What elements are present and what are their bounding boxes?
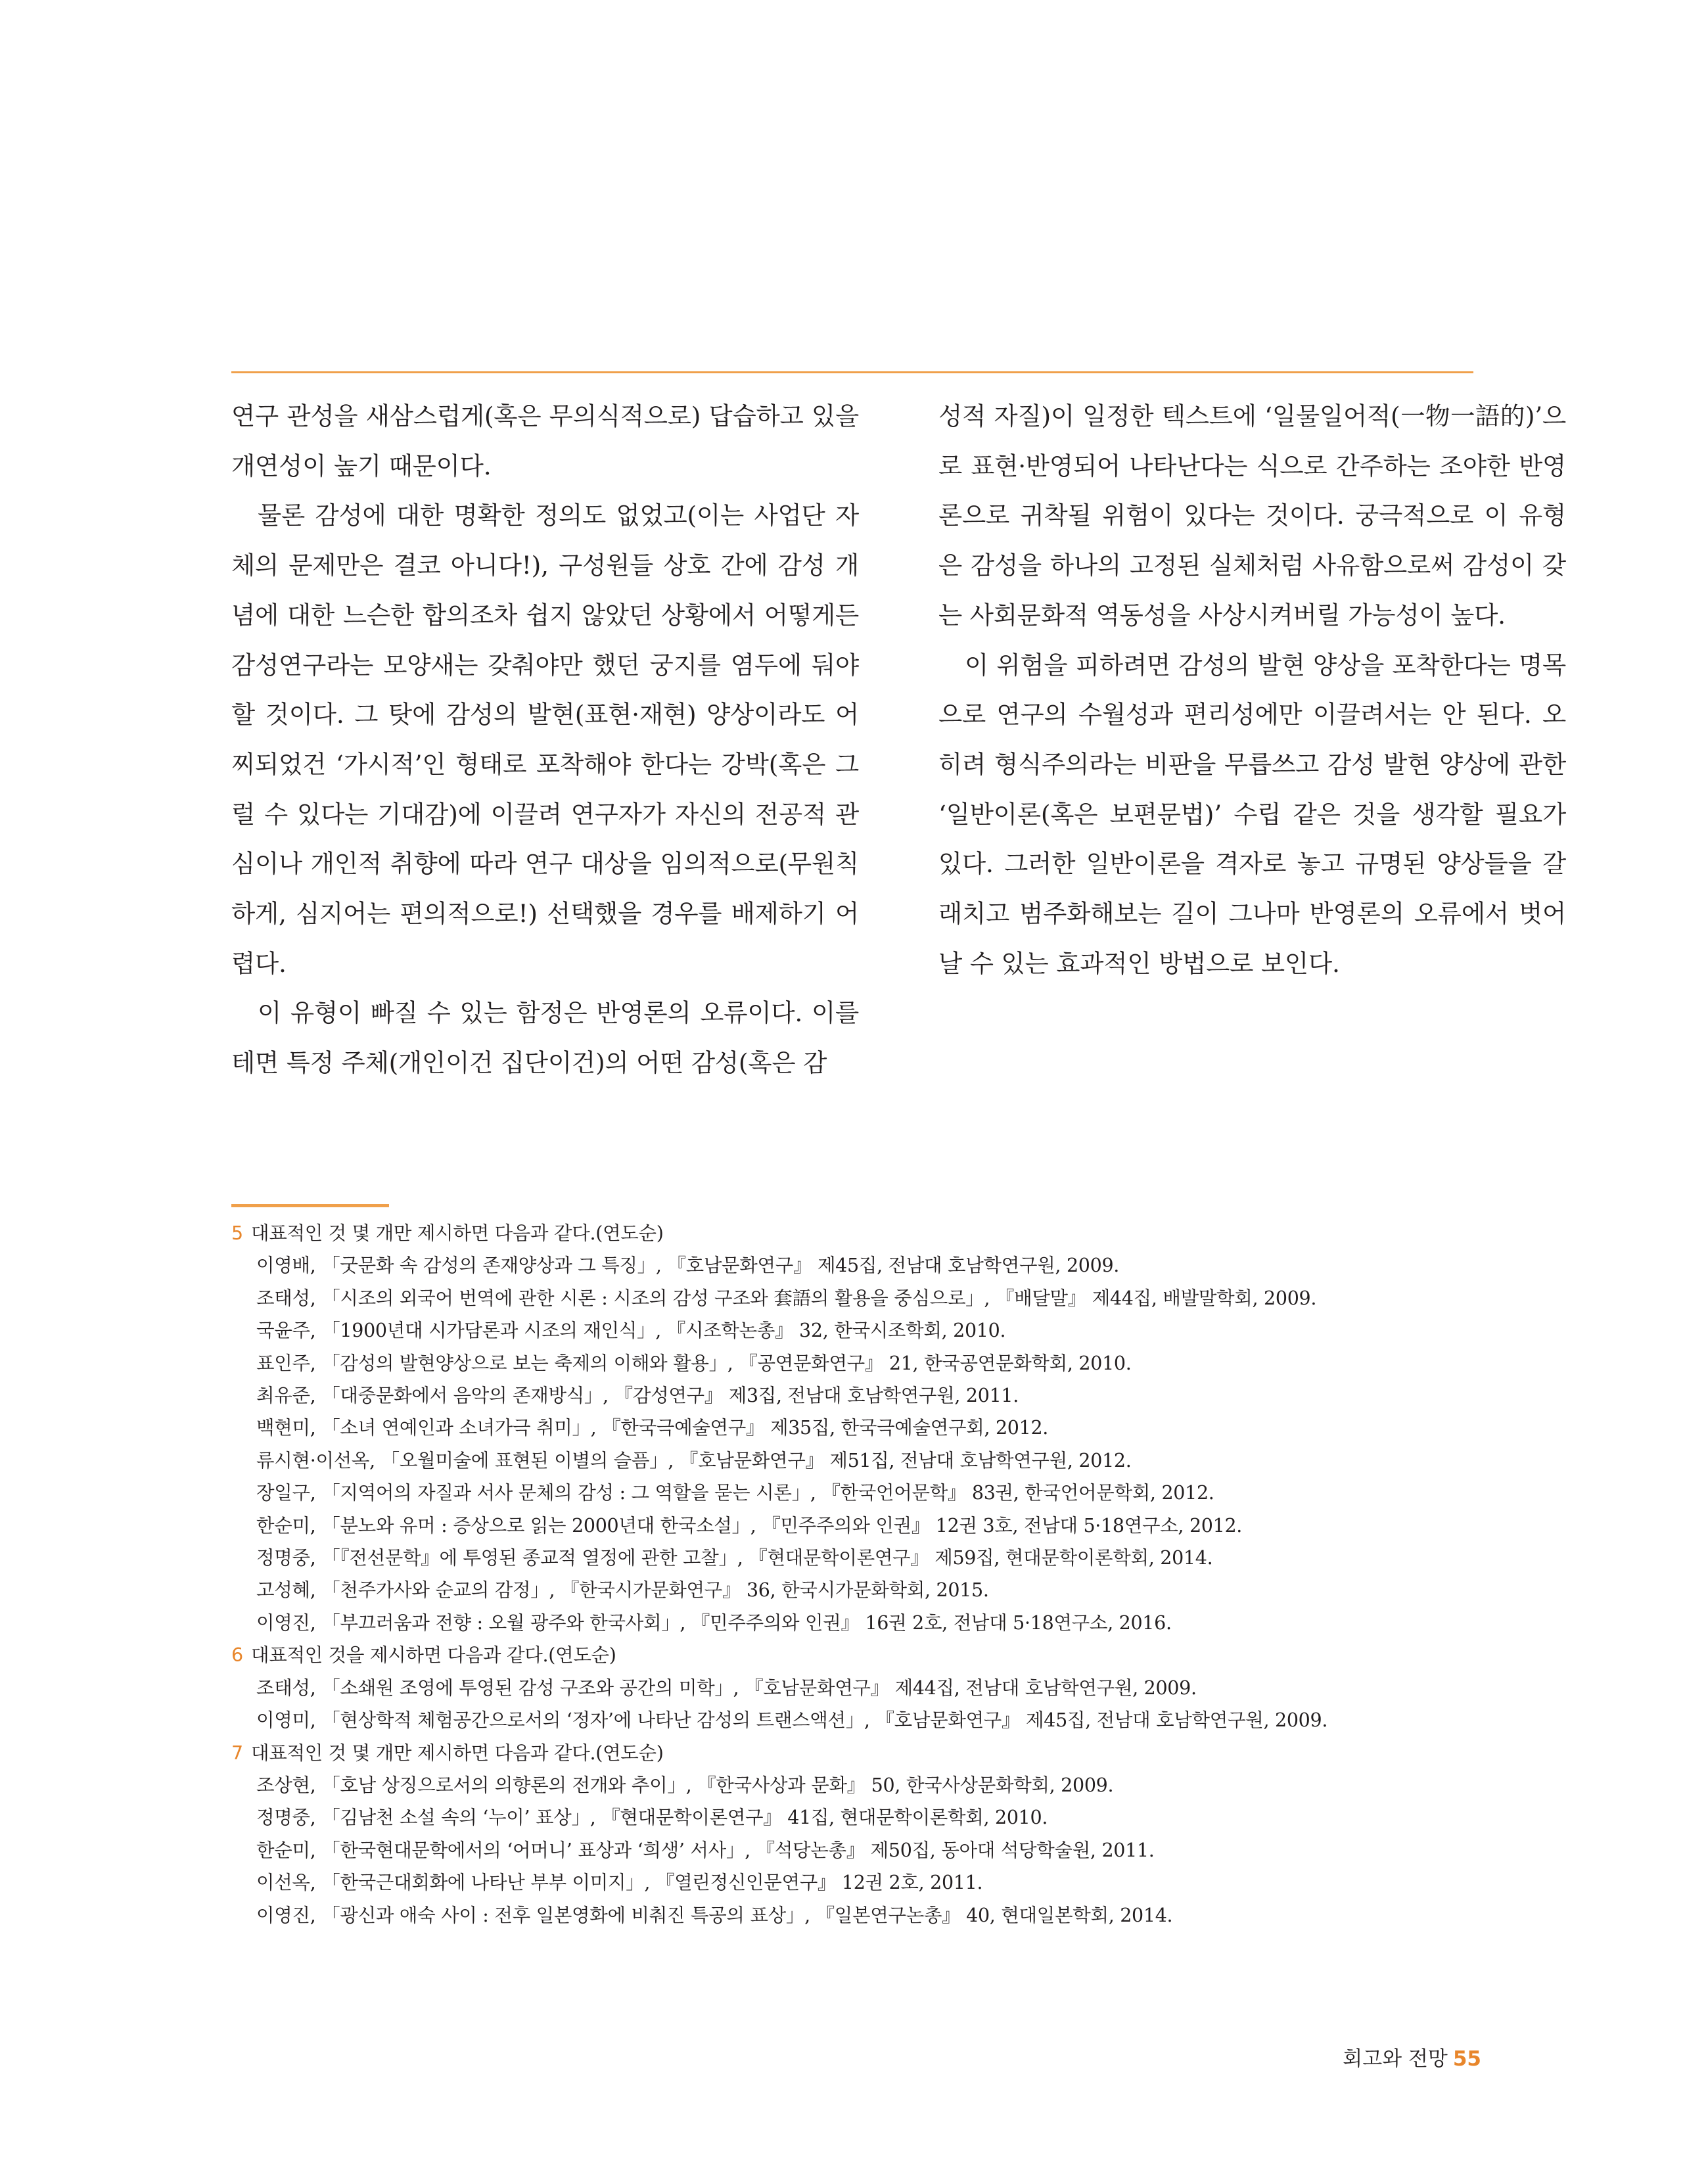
footnote-heading-text: 대표적인 것 몇 개만 제시하면 다음과 같다.(연도순) <box>251 1222 664 1244</box>
footnote-7 <box>231 1737 1480 1931</box>
page-number: 55 <box>1452 2047 1481 2071</box>
footnote-heading <box>231 1737 1480 1769</box>
paragraph: 연구 관성을 새삼스럽게(혹은 무의식적으로) 답습하고 있을 개연성이 높기 때문이다. <box>231 402 859 480</box>
reference-item: 국윤주, 「1900년대 시가담론과 시조의 재인식」, 『시조학논총』 32, 한국시조학회, 2010. <box>256 1320 1006 1342</box>
footnote-divider <box>231 1204 389 1207</box>
reference-item: 류시현·이선옥, 「오월미술에 표현된 이별의 슬픔」, 『호남문화연구』 제51집, 전남대 호남학연구원, 2012. <box>256 1449 1132 1471</box>
reference-item: 조상현, 「호남 상징으로서의 의향론의 전개와 추이」, 『한국사상과 문화』 50, 한국사상문화학회, 2009. <box>256 1774 1114 1796</box>
reference-item: 정명중, 「『전선문학』에 투영된 종교적 열정에 관한 고찰」, 『현대문학이론연구』 제59집, 현대문학이론학회, 2014. <box>256 1547 1213 1569</box>
footnotes <box>231 1217 1480 1931</box>
reference-item: 이영진, 「광신과 애숙 사이 : 전후 일본영화에 비춰진 특공의 표상」, 『일본연구논총』 40, 현대일본학회, 2014. <box>256 1904 1173 1926</box>
reference-item: 조태성, 「소쇄원 조영에 투영된 감성 구조와 공간의 미학」, 『호남문화연구』 제44집, 전남대 호남학연구원, 2009. <box>256 1677 1197 1699</box>
reference-item: 최유준, 「대중문화에서 음악의 존재방식」, 『감성연구』 제3집, 전남대 호남학연구원, 2011. <box>256 1385 1019 1407</box>
reference-item: 표인주, 「감성의 발현양상으로 보는 축제의 이해와 활용」, 『공연문화연구』 21, 한국공연문화학회, 2010. <box>256 1352 1132 1374</box>
reference-item: 이영배, 「굿문화 속 감성의 존재양상과 그 특징」, 『호남문화연구』 제45집, 전남대 호남학연구원, 2009. <box>256 1255 1120 1277</box>
paragraph: 물론 감성에 대한 명확한 정의도 없었고(이는 사업단 자체의 문제만은 결코 아니다!), 구성원들 상호 간에 감성 개념에 대한 느슨한 합의조차 쉽지 않았던 상황에서 어떻게든 감성연구라는 모양새는 갖춰야만 했던 궁지를 염두에 둬야 할 것이다. 그 탓에 감성의 발현(표현·재현) 양상이라도 어찌되었건 ‘가시적’인 형태로 포착해야 한다는 강박(혹은 그럴 수 있다는 기대감)에 이끌려 연구자가 자신의 전공적 관심이나 개인적 취향에 따라 연구 대상을 임의적으로(무원칙하게, 심지어는 편의적으로!) 선택했을 경우를 배제하기 어렵다. <box>231 501 859 978</box>
reference-item: 이영미, 「현상학적 체험공간으로서의 ‘정자’에 나타난 감성의 트랜스액션」, 『호남문화연구』 제45집, 전남대 호남학연구원, 2009. <box>256 1709 1328 1732</box>
footnote-5 <box>231 1217 1480 1639</box>
reference-item: 이영진, 「부끄러움과 전향 : 오월 광주와 한국사회」, 『민주주의와 인권』 16권 2호, 전남대 5·18연구소, 2016. <box>256 1611 1172 1634</box>
footnote-heading-text: 대표적인 것 몇 개만 제시하면 다음과 같다.(연도순) <box>251 1742 664 1764</box>
paragraph: 성적 자질)이 일정한 텍스트에 ‘일물일어적(一物一語的)’으로 표현·반영되어 나타난다는 식으로 간주하는 조야한 반영론으로 귀착될 위험이 있다는 것이다. 궁극적으로 이 유형은 감성을 하나의 고정된 실체처럼 사유함으로써 감성이 갖는 사회문화적 역동성을 사상시켜버릴 가능성이 높다. <box>938 402 1566 630</box>
footnote-6 <box>231 1639 1480 1736</box>
footnote-number: 7 <box>231 1742 243 1764</box>
reference-item: 장일구, 「지역어의 자질과 서사 문체의 감성 : 그 역할을 묻는 시론」, 『한국언어문학』 83권, 한국언어문학회, 2012. <box>256 1482 1214 1504</box>
body-column-left <box>231 392 859 1088</box>
footnote-heading <box>231 1639 1480 1671</box>
reference-item: 백현미, 「소녀 연예인과 소녀가극 취미」, 『한국극예술연구』 제35집, 한국극예술연구회, 2012. <box>256 1417 1049 1439</box>
footnote-heading-text: 대표적인 것을 제시하면 다음과 같다.(연도순) <box>251 1644 616 1667</box>
footnote-number: 6 <box>231 1644 243 1667</box>
body-column-right <box>938 392 1566 988</box>
footnote-number: 5 <box>231 1222 243 1244</box>
section-title: 회고와 전망 <box>1343 2047 1448 2071</box>
reference-item: 한순미, 「한국현대문학에서의 ‘어머니’ 표상과 ‘희생’ 서사」, 『석당논총』 제50집, 동아대 석당학술원, 2011. <box>256 1839 1155 1861</box>
paragraph: 이 유형이 빠질 수 있는 함정은 반영론의 오류이다. 이를테면 특정 주체(개인이건 집단이건)의 어떤 감성(혹은 감 <box>231 998 859 1078</box>
page-footer <box>1343 2042 1481 2071</box>
reference-item: 한순미, 「분노와 유머 : 증상으로 읽는 2000년대 한국소설」, 『민주주의와 인권』 12권 3호, 전남대 5·18연구소, 2012. <box>256 1514 1243 1537</box>
reference-item: 고성혜, 「천주가사와 순교의 감정」, 『한국시가문화연구』 36, 한국시가문화학회, 2015. <box>256 1579 989 1602</box>
header-divider <box>231 371 1473 373</box>
reference-item: 조태성, 「시조의 외국어 번역에 관한 시론 : 시조의 감성 구조와 套語의 활용을 중심으로」, 『배달말』 제44집, 배발말학회, 2009. <box>256 1287 1317 1309</box>
footnote-heading <box>231 1217 1480 1249</box>
reference-item: 이선옥, 「한국근대회화에 나타난 부부 이미지」, 『열린정신인문연구』 12권 2호, 2011. <box>256 1872 983 1894</box>
reference-item: 정명중, 「김남천 소설 속의 ‘누이’ 표상」, 『현대문학이론연구』 41집, 현대문학이론학회, 2010. <box>256 1807 1048 1829</box>
paragraph: 이 위험을 피하려면 감성의 발현 양상을 포착한다는 명목으로 연구의 수월성과 편리성에만 이끌려서는 안 된다. 오히려 형식주의라는 비판을 무릅쓰고 감성 발현 양상에 관한 ‘일반이론(혹은 보편문법)’ 수립 같은 것을 생각할 필요가 있다. 그러한 일반이론을 격자로 놓고 규명된 양상들을 갈래치고 범주화해보는 길이 그나마 반영론의 오류에서 벗어날 수 있는 효과적인 방법으로 보인다. <box>938 650 1566 978</box>
